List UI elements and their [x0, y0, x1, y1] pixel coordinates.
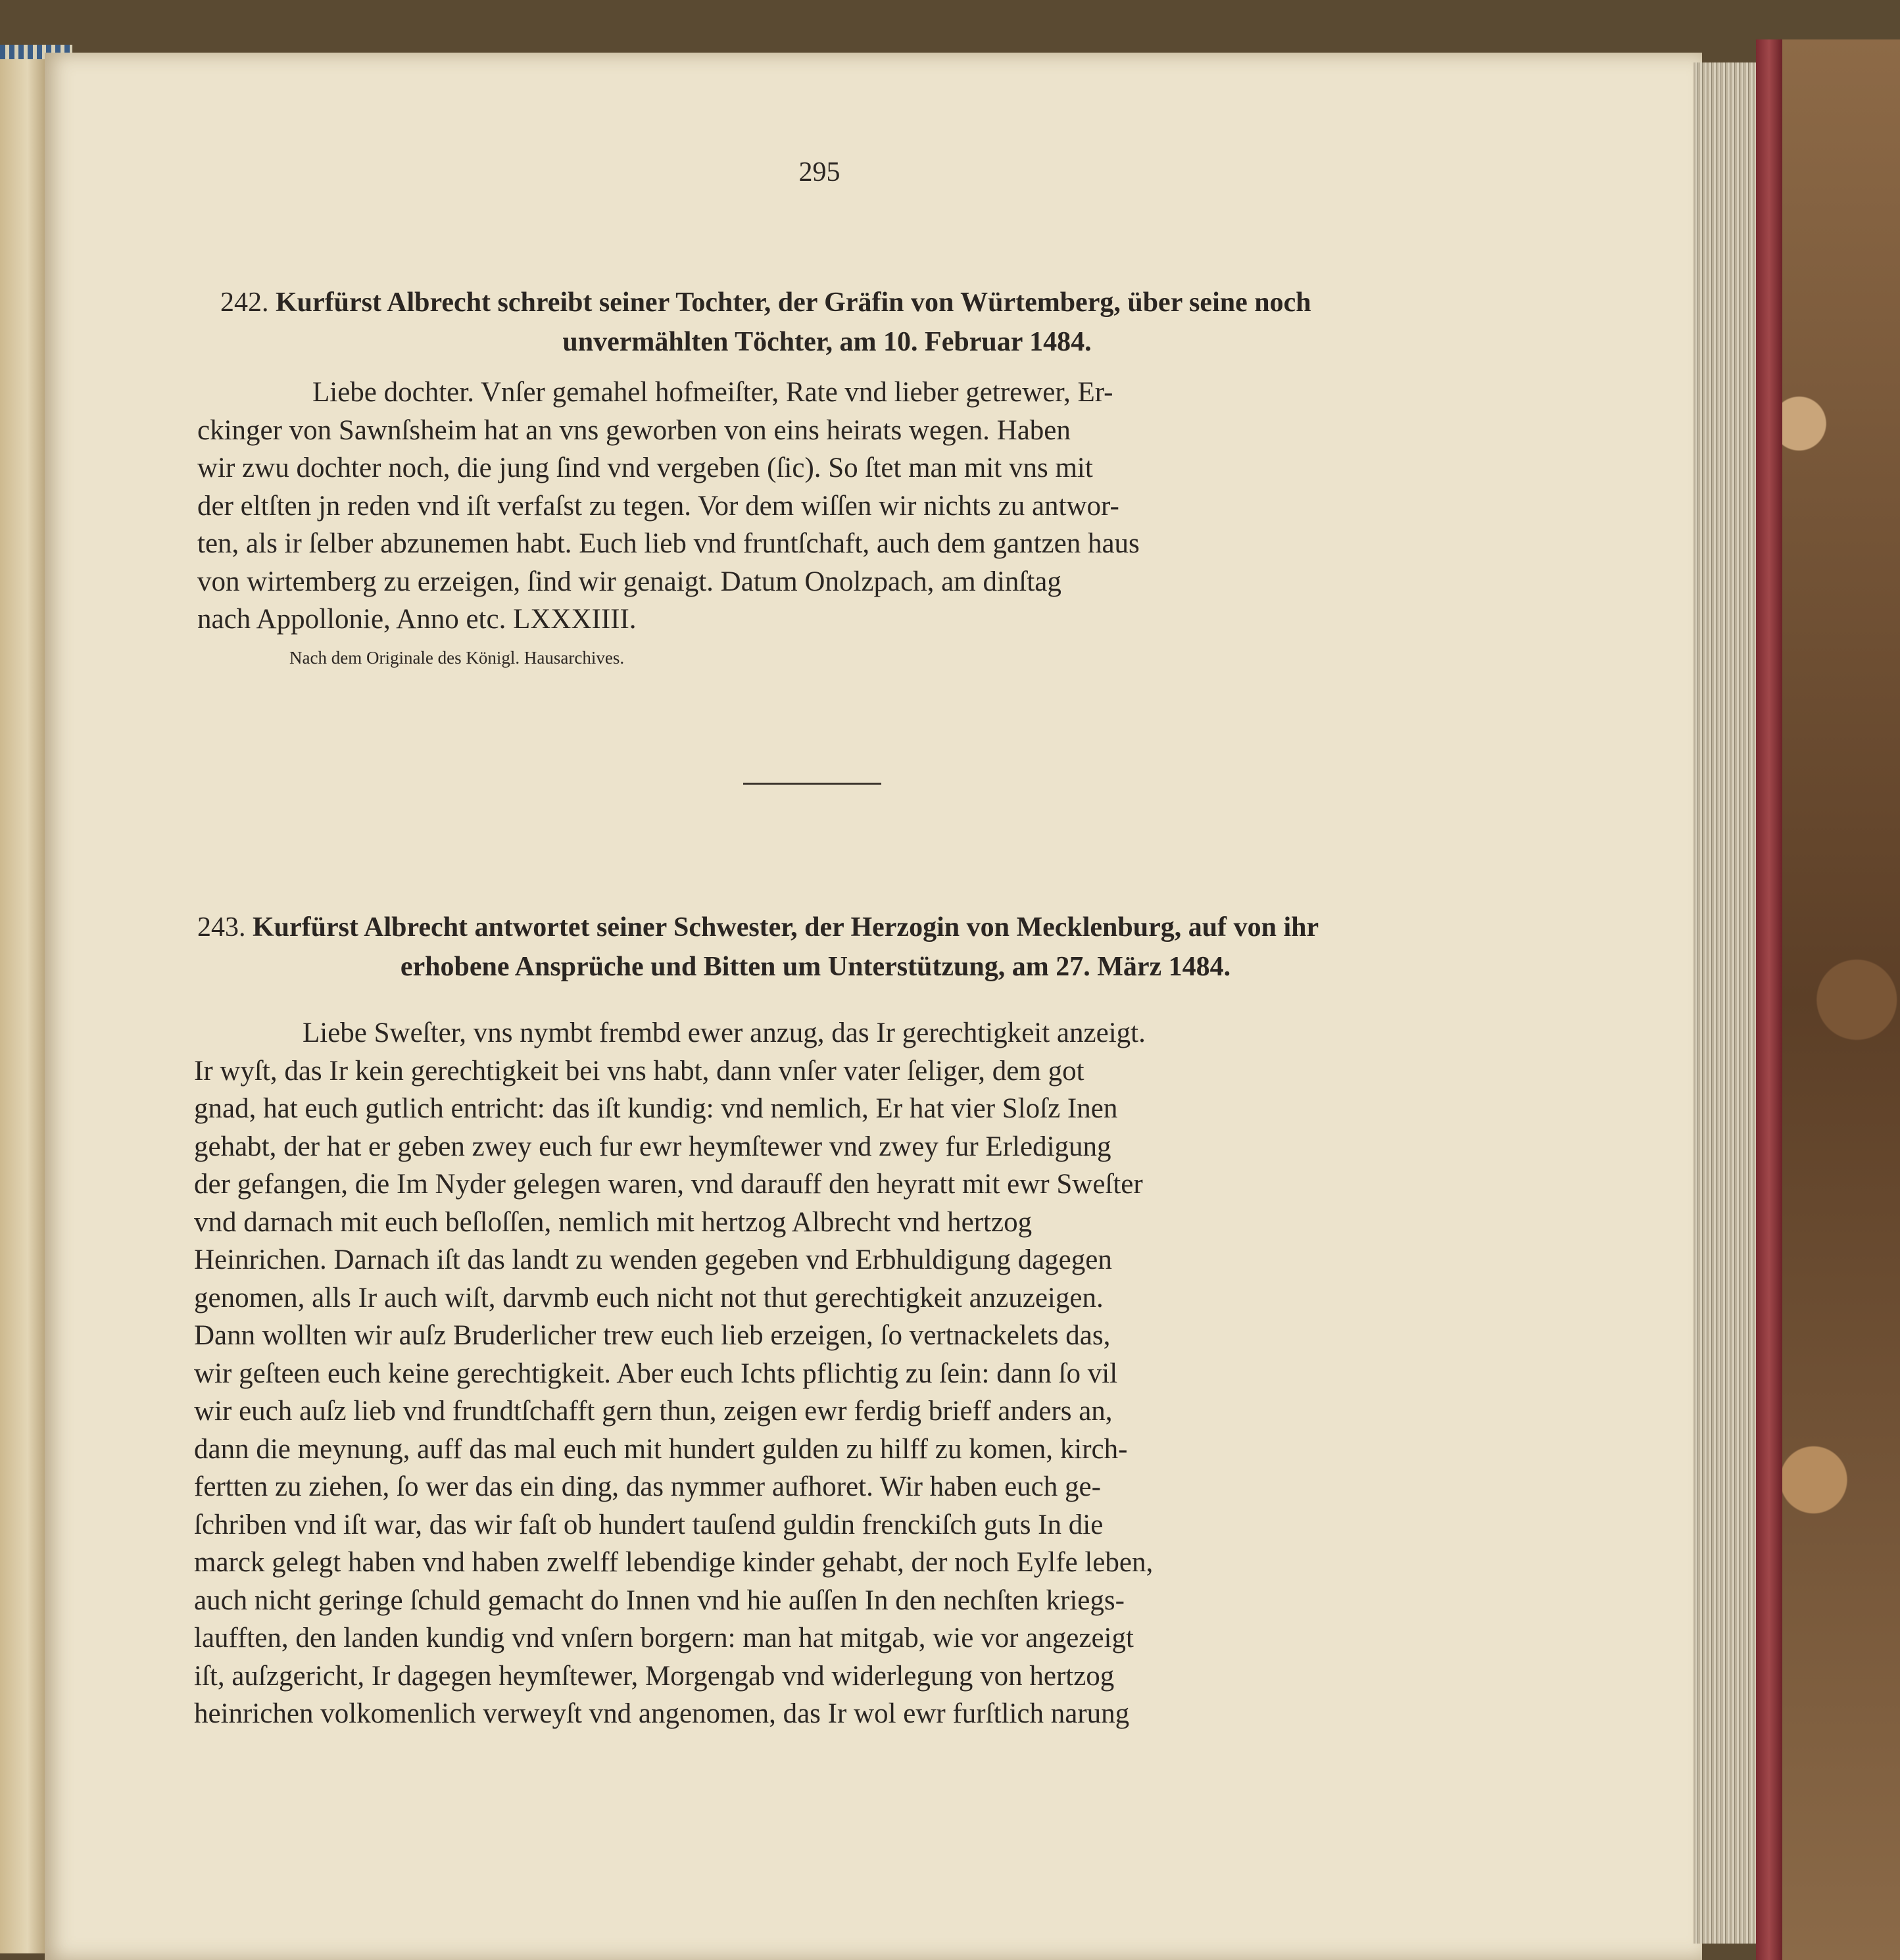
letter-242-body [197, 374, 1434, 639]
section-separator [743, 783, 881, 785]
body-line: heinrichen volkomenlich verweyſt vnd angenomen, das Ir wol ewr furſtlich narung [194, 1698, 1130, 1729]
body-line: genomen, alls Ir auch wiſt, darvmb euch nicht not thut gerechtigkeit anzuzeigen. [194, 1282, 1104, 1313]
letter-242-number: 242. [220, 287, 269, 318]
body-line: der gefangen, die Im Nyder gelegen waren, vnd darauff den heyratt mit ewr Sweſter [194, 1169, 1143, 1200]
letter-242-heading-line2: unvermählten Töchter, am 10. Februar 1484. [562, 327, 1092, 357]
body-line: von wirtemberg zu erzeigen, ſind wir genaigt. Datum Onolzpach, am dinſtag [197, 566, 1061, 597]
letter-243-body [194, 1014, 1424, 1733]
letter-243-heading-line2: erhobene Ansprüche und Bitten um Unterstützung, am 27. März 1484. [400, 952, 1231, 982]
body-line: wir geſteen euch keine gerechtigkeit. Aber euch Ichts pflichtig zu ſein: dann ſo vil [194, 1358, 1118, 1389]
body-line: dann die meynung, auff das mal euch mit hundert gulden zu hilff zu komen, kirch- [194, 1433, 1128, 1465]
letter-243-heading [197, 908, 1434, 987]
letter-242-source: Nach dem Originale des Königl. Hausarchives. [289, 648, 625, 668]
body-line: vnd darnach mit euch beſloſſen, nemlich mit hertzog Albrecht vnd hertzog [194, 1206, 1033, 1238]
body-line: Liebe Sweſter, vns nymbt frembd ewer anzug, das Ir gerechtigkeit anzeigt. [303, 1017, 1146, 1048]
body-line: wir zwu dochter noch, die jung ſind vnd vergeben (ſic). So ſtet man mit vns mit [197, 453, 1093, 483]
body-line: ſchriben vnd iſt war, das wir faſt ob hundert tauſend guldin frenckiſch guts In die [194, 1509, 1104, 1540]
body-line: Ir wyſt, das Ir kein gerechtigkeit bei vns habt, dann vnſer vater ſeliger, dem got [194, 1055, 1084, 1087]
letter-243-number: 243. [197, 912, 246, 943]
left-page-edge [0, 46, 46, 1953]
body-line: nach Appollonie, Anno etc. LXXXIIII. [197, 604, 637, 635]
body-line: wir euch auſz lieb vnd frundtſchafft gern thun, zeigen ewr ferdig brieff anders an, [194, 1396, 1113, 1427]
body-line: iſt, auſzgericht, Ir dagegen heymſtewer, Morgengab vnd widerlegung von hertzog [194, 1660, 1115, 1692]
body-line: auch nicht geringe ſchuld gemacht do Innen vnd hie auſſen In den nechſten kriegs- [194, 1584, 1125, 1616]
body-line: ten, als ir ſelber abzunemen habt. Euch lieb vnd fruntſchaft, auch dem gantzen haus [197, 528, 1140, 559]
page-number: 295 [798, 157, 840, 187]
body-line: Liebe dochter. Vnſer gemahel hofmeiſter, Rate vnd lieber getrewer, Er- [312, 377, 1113, 408]
body-line: laufften, den landen kundig vnd vnſern borgern: man hat mitgab, wie vor angezeigt [194, 1623, 1134, 1654]
body-line: fertten zu ziehen, ſo wer das ein ding, das nymmer aufhoret. Wir haben euch ge- [194, 1471, 1101, 1502]
body-line: Dann wollten wir auſz Bruderlicher trew euch lieb erzeigen, ſo vertnackelets das, [194, 1320, 1111, 1351]
body-line: der eltſten jn reden vnd iſt verfaſst zu tegen. Vor dem wiſſen wir nichts zu antwor- [197, 490, 1119, 522]
page-stack-edge [1693, 62, 1756, 1944]
cover-spine [1756, 39, 1782, 1960]
letter-242-heading [220, 283, 1434, 362]
body-line: gehabt, der hat er geben zwey euch fur ewr heymſtewer vnd zwey fur Erledigung [194, 1131, 1111, 1162]
letter-243-heading-line1: Kurfürst Albrecht antwortet seiner Schwester, der Herzogin von Mecklenburg, auf von ihr [253, 912, 1319, 943]
body-line: Heinrichen. Darnach iſt das landt zu wenden gegeben vnd Erbhuldigung dagegen [194, 1244, 1112, 1275]
letter-242-heading-line1: Kurfürst Albrecht schreibt seiner Tochter, der Gräfin von Würtemberg, über seine noch [276, 287, 1311, 318]
body-line: ckinger von Sawnſsheim hat an vns geworben von eins heirats wegen. Haben [197, 414, 1071, 446]
body-line: gnad, hat euch gutlich entricht: das iſt kundig: vnd nemlich, Er hat vier Sloſz Inen [194, 1093, 1118, 1124]
body-line: marck gelegt haben vnd haben zwelff lebendige kinder gehabt, der noch Eylfe leben, [194, 1547, 1154, 1578]
